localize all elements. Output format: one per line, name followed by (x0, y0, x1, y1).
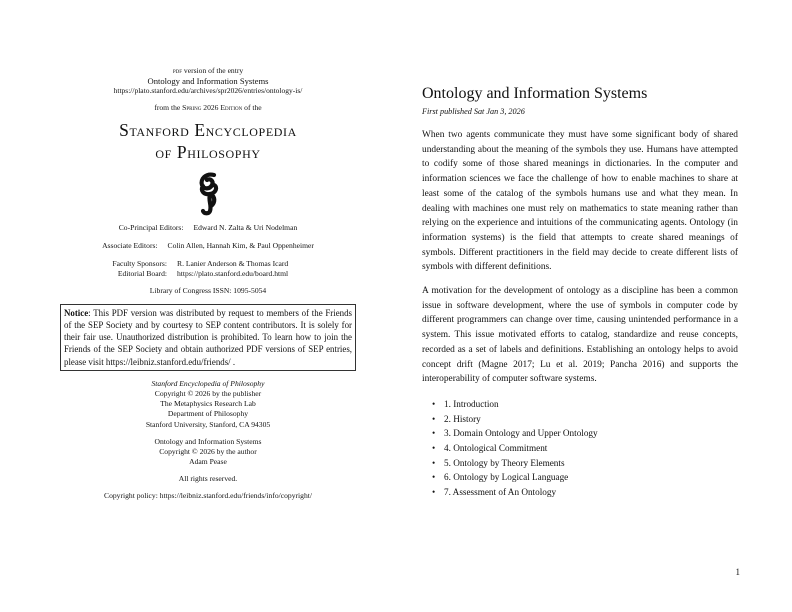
encyclopedia-title-line2: of Philosophy (155, 141, 261, 162)
rights: All rights reserved. (178, 474, 238, 484)
entry-title: Ontology and Information Systems (147, 76, 269, 87)
toc-item[interactable] (432, 412, 738, 427)
toc-item-label: 4. Ontological Commitment (444, 443, 548, 454)
pdf-version-text: version of the entry (182, 66, 244, 75)
bullet-icon: • (432, 487, 436, 498)
toc-item-label: 1. Introduction (444, 398, 499, 409)
edition-name: Spring 2026 Edition (182, 102, 243, 112)
sponsor-label: Editorial Board: (117, 269, 167, 279)
page-number: 1 (735, 567, 740, 577)
publisher-line: The Metaphysics Research Lab (160, 399, 256, 409)
bullet-icon: • (432, 413, 436, 424)
toc-item-label: 7. Assessment of An Ontology (444, 487, 557, 498)
publisher-block (60, 379, 356, 430)
sponsor-row (60, 259, 356, 269)
editor-label: Associate Editors: (102, 241, 158, 251)
bullet-icon: • (432, 398, 436, 409)
edition-prefix: from the (154, 102, 183, 112)
editor-row (60, 241, 356, 251)
author-line: Copyright © 2026 by the author (159, 447, 257, 457)
notice-label: Notice (64, 307, 89, 318)
editors-block (60, 223, 356, 251)
pdf-version-line (60, 66, 356, 76)
bullet-icon: • (432, 472, 436, 483)
editor-label: Co-Principal Editors: (118, 222, 184, 232)
toc-item[interactable] (432, 397, 738, 412)
entry-url[interactable]: https://plato.stanford.edu/archives/spr2026/entries/ontology-is/ (113, 86, 303, 96)
publisher-title: Stanford Encyclopedia of Philosophy (151, 378, 265, 388)
editor-row (60, 223, 356, 233)
first-published: First published Sat Jan 3, 2026 (422, 107, 525, 116)
publisher-line: Stanford University, Stanford, CA 94305 (145, 419, 271, 429)
sep-thinker-logo-icon (190, 171, 226, 217)
article-page (422, 84, 738, 500)
editorial-board-link[interactable]: https://plato.stanford.edu/board.html (177, 269, 289, 279)
paragraph: When two agents communicate they must have some significant body of shared understanding about the meaning of the symbols they use. Humans have attempted to codify some of those shared meanings in dictionaries. In the computer and information sciences we face the challenge of how to enable machines to share at least some of the catalog of the symbols humans use and what they mean. In dealing with machines one must rely on mathematics to state meaning rather than relying on the experience and intuitions of the communicating agents. Ontology (in information systems) is the field that attempts to create shared meanings of symbols. Different practitioners in the field may decide to create different lists of symbols with different definitions. (422, 130, 738, 273)
sponsors-block (60, 259, 356, 279)
editor-value: Colin Allen, Hannah Kim, & Paul Oppenheimer (167, 241, 314, 251)
cover-page (60, 66, 356, 501)
pdf-label: pdf (172, 66, 183, 75)
toc-item-label: 2. History (444, 413, 481, 424)
copyright-policy: Copyright policy: https://leibniz.stanford.edu/friends/info/copyright/ (104, 490, 312, 500)
editor-value: Edward N. Zalta & Uri Nodelman (193, 222, 298, 232)
sponsor-row (60, 269, 356, 279)
author-line: Adam Pease (189, 457, 227, 467)
bullet-icon: • (432, 428, 436, 439)
author-line: Ontology and Information Systems (154, 436, 262, 446)
toc-item[interactable] (432, 426, 738, 441)
sponsor-label: Faculty Sponsors: (112, 259, 167, 269)
author-block (60, 437, 356, 468)
toc-item[interactable] (432, 456, 738, 471)
bullet-icon: • (432, 457, 436, 468)
paragraph: A motivation for the development of ontology as a discipline has been a common issue in software development, where the use of symbols in computer code by different programmers can change over time, causing unintended performance in a system. This issue motivated efforts to catalog, standardize and reuse concepts, recorded as a set of labels and definitions. Establishing an ontology helps to avoid concept drift (Magne 2017; Lu et al. 2019; Pancha 2016) and supports the interoperability of computer software systems. (422, 286, 738, 385)
edition-line (60, 103, 356, 113)
edition-suffix: of the (242, 102, 262, 112)
toc-item-label: 6. Ontology by Logical Language (444, 472, 569, 483)
issn: Library of Congress ISSN: 1095-5054 (149, 285, 267, 295)
toc-item[interactable] (432, 470, 738, 485)
toc-item-label: 5. Ontology by Theory Elements (444, 457, 565, 468)
notice-box (60, 304, 356, 371)
toc-item[interactable] (432, 485, 738, 500)
encyclopedia-title-line1: Stanford Encyclopedia (119, 119, 297, 140)
publisher-line: Department of Philosophy (167, 409, 249, 419)
sponsor-value: R. Lanier Anderson & Thomas Icard (177, 259, 289, 269)
table-of-contents (422, 397, 738, 500)
notice-text: : This PDF version was distributed by request to members of the Friends of the SEP Society and by courtesy to SEP content contributors. It is solely for their fair use. Unauthorized distribution is prohibited. To learn how to join the Friends of the SEP Society and obtain authorized PDF versions of SEP entries, please visit https://leibniz.stanford.edu/friends/ . (64, 307, 352, 367)
bullet-icon: • (432, 443, 436, 454)
toc-item[interactable] (432, 441, 738, 456)
article-title: Ontology and Information Systems (422, 85, 648, 102)
toc-item-label: 3. Domain Ontology and Upper Ontology (444, 428, 598, 439)
encyclopedia-title (60, 119, 356, 163)
publisher-line: Copyright © 2026 by the publisher (154, 389, 262, 399)
